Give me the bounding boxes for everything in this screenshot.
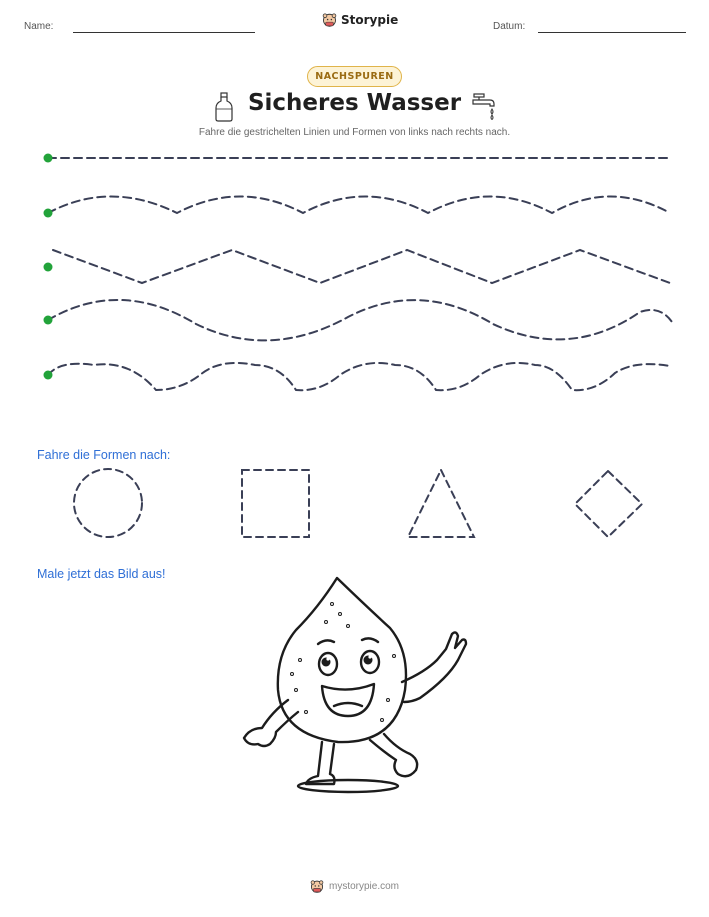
- coloring-section-label: Male jetzt das Bild aus!: [37, 567, 166, 581]
- tracing-line-zigzag[interactable]: [53, 250, 670, 283]
- tracing-lines[interactable]: [0, 140, 709, 400]
- tracing-shapes[interactable]: [0, 460, 709, 550]
- storypie-logo-icon: [322, 12, 337, 27]
- start-dot: [44, 263, 53, 272]
- name-label: Name:: [24, 21, 54, 32]
- start-dot: [44, 371, 53, 380]
- footer: [0, 879, 709, 893]
- start-dot: [44, 316, 53, 325]
- tracing-line-gentle-wave[interactable]: [48, 197, 670, 214]
- start-dot: [44, 154, 53, 163]
- tracing-square[interactable]: [242, 470, 309, 537]
- water-drop-character[interactable]: [240, 572, 470, 802]
- brand-name: Storypie: [341, 12, 399, 27]
- category-badge: NACHSPUREN: [307, 66, 402, 87]
- storypie-logo-icon: [310, 879, 324, 893]
- tracing-triangle[interactable]: [408, 470, 474, 537]
- tracing-diamond[interactable]: [575, 471, 642, 537]
- footer-url: mystorypie.com: [328, 880, 399, 892]
- page-title: Sicheres Wasser: [247, 90, 462, 116]
- name-line[interactable]: [73, 32, 255, 33]
- tracing-circle[interactable]: [74, 469, 142, 537]
- start-dot: [44, 209, 53, 218]
- shapes-section-label: Fahre die Formen nach:: [37, 448, 171, 462]
- faucet-icon: [470, 90, 498, 120]
- date-label: Datum:: [493, 21, 526, 32]
- date-line[interactable]: [538, 32, 686, 33]
- instructions: Fahre die gestrichelten Linien und Formen von links nach rechts nach.: [198, 127, 511, 138]
- tracing-line-wave[interactable]: [48, 300, 672, 340]
- brand-logo: [322, 12, 398, 27]
- tracing-line-deep-wave[interactable]: [48, 363, 670, 390]
